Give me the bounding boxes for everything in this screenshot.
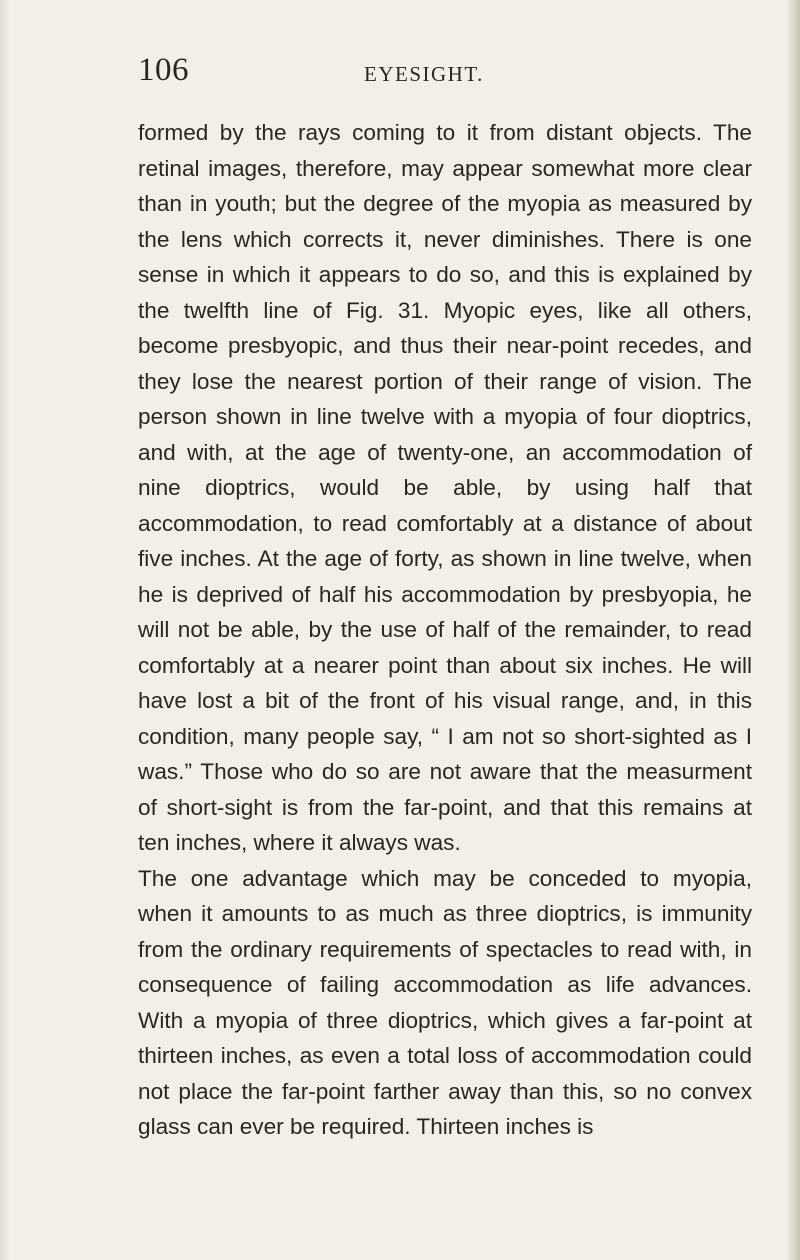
paragraph-2: The one advantage which may be conceded to myopia, when it amounts to as much as three dioptrics, is immunity from the ordinary requirements of spectacles to read with, in consequence of failing accommodation as life advances. With a myopia of three dioptrics, which gives a far-point at thirteen inches, as even a total loss of accommodation could not place the far-point farther away than this, so no convex glass can ever be required. Thirteen inches is xyxy=(138,865,752,1139)
page-header xyxy=(138,52,658,92)
page-number: 106 xyxy=(138,52,189,88)
body-text xyxy=(138,115,752,1145)
page-edge-shadow-right xyxy=(786,0,800,1260)
running-head: EYESIGHT. xyxy=(364,62,484,86)
page-edge-shadow-left xyxy=(0,0,10,1260)
paragraph-1: formed by the rays coming to it from distant objects. The retinal images, therefore, may appear somewhat more clear than in youth; but the degree of the myopia as measured by the lens which corrects it, never diminishes. There is one sense in which it appears to do so, and this is explained by the twelfth line of Fig. 31. Myopic eyes, like all others, become presbyopic, and thus their near-point recedes, and they lose the nearest portion of their range of vision. The person shown in line twelve with a myopia of four dioptrics, and with, at the age of twenty-one, an accommodation of nine dioptrics, would be able, by using half that accommodation, to read comfortably at a distance of about five inches. At the age of forty, as shown in line twelve, when he is deprived of half his accommodation by presbyopia, he will not be able, by the use of half of the remainder, to read comfortably at a nearer point than about six inches. He will have lost a bit of the front of his visual range, and, in this condition, many people say, “ I am not so short-sighted as I was.” Those who do so are not aware that the measurment of short-sight is from the far-point, and that this remains at ten inches, where it always was. xyxy=(138,120,752,855)
